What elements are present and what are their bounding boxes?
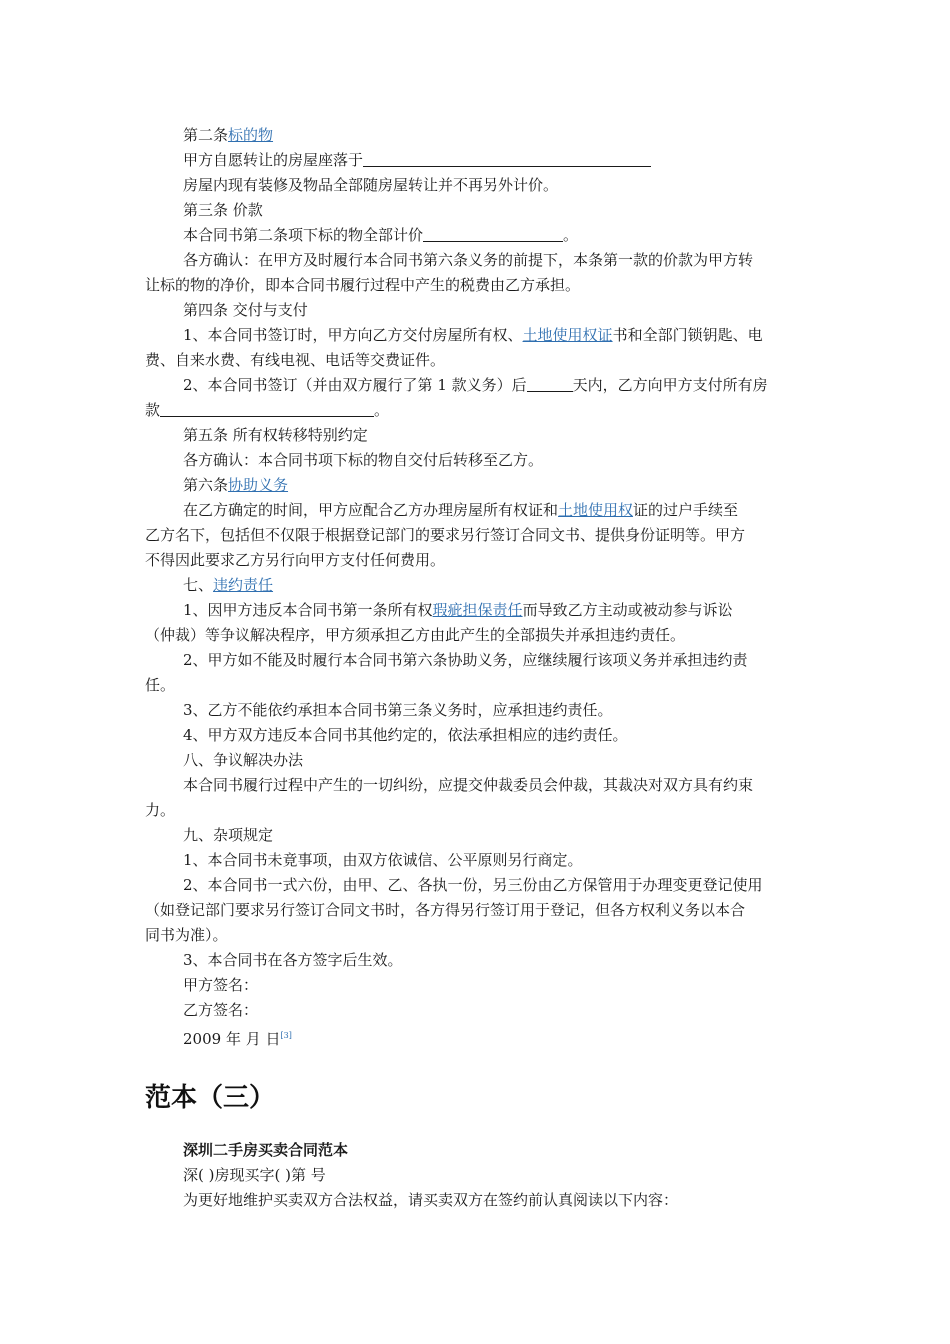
article-3-heading: 第三条 价款 <box>183 201 263 219</box>
link-defect-warranty[interactable]: 瑕疵担保责任 <box>432 601 523 619</box>
sample-3-number: 深( )房现买字( )第 号 <box>183 1166 326 1184</box>
article-6-prefix: 第六条 <box>183 476 229 494</box>
link-assistance-obligation[interactable]: 协助义务 <box>228 476 289 494</box>
article-8-para-1-line-2: 力。 <box>145 801 176 819</box>
article-7-para-3: 3、乙方不能依约承担本合同书第三条义务时，应承担违约责任。 <box>183 701 613 719</box>
article-9-para-3: 3、本合同书在各方签字后生效。 <box>183 951 403 969</box>
days-blank <box>527 376 573 392</box>
article-2-text-1: 甲方自愿转让的房屋座落于 <box>183 151 364 169</box>
article-4-text-1a: 1、本合同书签订时，甲方向乙方交付房屋所有权、 <box>183 326 523 344</box>
article-2-prefix: 第二条 <box>183 126 229 144</box>
article-7-text-1a: 1、因甲方违反本合同书第一条所有权 <box>183 601 433 619</box>
party-b-signature: 乙方签名： <box>183 1001 259 1019</box>
date-text: 2009 年 月 日 <box>183 1030 281 1048</box>
article-8-para-1-line-1: 本合同书履行过程中产生的一切纠纷，应提交仲裁委员会仲裁，其裁决对双方具有约束 <box>183 776 754 794</box>
signing-date <box>145 1023 853 1048</box>
article-4-text-2c: 款 <box>145 401 161 419</box>
article-4-para-1-line-1 <box>145 323 853 348</box>
article-7-para-2-line-1: 2、甲方如不能及时履行本合同书第六条协助义务，应继续履行该项义务并承担违约责 <box>183 651 748 669</box>
article-4-para-1-line-2: 费、自来水费、有线电视、电话等交费证件。 <box>145 351 446 369</box>
article-4-text-2d: 。 <box>374 401 390 419</box>
article-9-para-2-line-1: 2、本合同书一式六份，由甲、乙、各执一份，另三份由乙方保管用于办理变更登记使用 <box>183 876 763 894</box>
article-3-text-1a: 本合同书第二条项下标的物全部计价 <box>183 226 424 244</box>
article-4-para-2-line-2 <box>145 398 815 423</box>
article-7-para-4: 4、甲方双方违反本合同书其他约定的，依法承担相应的违约责任。 <box>183 726 628 744</box>
reference-link[interactable]: [3] <box>280 1031 292 1040</box>
article-4-text-1b: 书和全部门锁钥匙、电 <box>612 326 763 344</box>
link-subject-matter[interactable]: 标的物 <box>228 126 274 144</box>
article-6-text-1b: 证的过户手续至 <box>633 501 739 519</box>
article-7-heading <box>145 573 853 598</box>
article-6-heading <box>145 473 853 498</box>
article-5-para-1: 各方确认：本合同书项下标的物自交付后转移至乙方。 <box>183 451 544 469</box>
article-4-heading: 第四条 交付与支付 <box>183 301 308 319</box>
article-8-heading: 八、争议解决办法 <box>183 751 304 769</box>
article-7-text-1b: 而导致乙方主动或被动参与诉讼 <box>522 601 733 619</box>
article-4-para-2-line-1 <box>145 373 853 398</box>
article-2-heading <box>145 123 853 148</box>
article-4-text-2b: 天内，乙方向甲方支付所有房 <box>572 376 768 394</box>
article-3-para-2-line-2: 让标的物的净价，即本合同书履行过程中产生的税费由乙方承担。 <box>145 276 581 294</box>
address-blank <box>363 151 651 167</box>
article-7-para-1-line-1 <box>145 598 853 623</box>
party-a-signature: 甲方签名： <box>183 976 259 994</box>
sample-3-intro: 为更好地维护买卖双方合法权益，请买卖双方在签约前认真阅读以下内容： <box>183 1191 679 1209</box>
article-3-para-2-line-1: 各方确认：在甲方及时履行本合同书第六条义务的前提下，本条第一款的价款为甲方转 <box>183 251 754 269</box>
article-3-text-1b: 。 <box>563 226 579 244</box>
section-heading: 范本（三） <box>145 1083 276 1113</box>
article-9-para-2-line-3: 同书为准）。 <box>145 926 228 944</box>
article-9-heading: 九、杂项规定 <box>183 826 274 844</box>
sample-3-title: 深圳二手房买卖合同范本 <box>183 1141 349 1159</box>
article-4-text-2a: 2、本合同书签订（并由双方履行了第 1 款义务）后 <box>183 376 527 394</box>
link-breach-liability[interactable]: 违约责任 <box>213 576 274 594</box>
link-land-use-right[interactable]: 土地使用权 <box>558 501 634 519</box>
article-6-para-1-line-1 <box>145 498 853 523</box>
article-6-para-1-line-3: 不得因此要求乙方另行向甲方支付任何费用。 <box>145 551 446 569</box>
link-land-use-certificate[interactable]: 土地使用权证 <box>522 326 613 344</box>
article-7-prefix: 七、 <box>183 576 214 594</box>
article-5-heading: 第五条 所有权转移特别约定 <box>183 426 368 444</box>
article-2-para-2: 房屋内现有装修及物品全部随房屋转让并不再另外计价。 <box>183 176 559 194</box>
article-7-para-2-line-2: 任。 <box>145 676 176 694</box>
article-7-para-1-line-2: （仲裁）等争议解决程序，甲方须承担乙方由此产生的全部损失并承担违约责任。 <box>145 626 686 644</box>
article-9-para-2-line-2: （如登记部门要求另行签订合同文书时，各方得另行签订用于登记，但各方权利义务以本合 <box>145 901 746 919</box>
payment-blank <box>160 401 374 417</box>
article-6-para-1-line-2: 乙方名下，包括但不仅限于根据登记部门的要求另行签订合同文书、提供身份证明等。甲方 <box>145 526 746 544</box>
article-3-para-1 <box>145 223 853 248</box>
article-6-text-1a: 在乙方确定的时间，甲方应配合乙方办理房屋所有权证和 <box>183 501 559 519</box>
article-9-para-1: 1、本合同书未竟事项，由双方依诚信、公平原则另行商定。 <box>183 851 583 869</box>
article-2-para-1 <box>145 148 853 173</box>
price-blank <box>423 226 563 242</box>
